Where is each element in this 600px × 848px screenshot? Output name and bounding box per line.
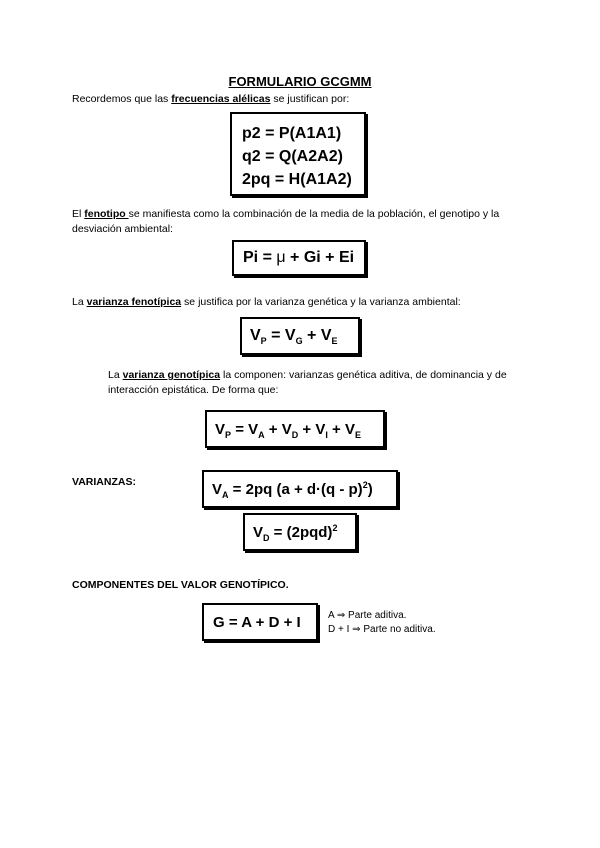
formula-part: + V	[327, 421, 355, 438]
page-title: FORMULARIO GCGMM	[228, 74, 372, 89]
term-phenotypic-variance: varianza fenotípica	[86, 296, 182, 308]
formula-part: = 2pq (a + d·(q - p)	[228, 481, 363, 498]
formula-box-genotypic-value: G = A + D + I	[202, 603, 318, 641]
formula-box-dominance-variance	[243, 513, 357, 551]
superscript: 2	[332, 523, 338, 533]
note-non-additive: D + I ⇒ Parte no aditiva.	[328, 624, 436, 635]
text: la componen: varianzas genética aditiva, de dominancia y de interacción epistática. De forma que:	[108, 369, 507, 396]
subscript: A	[222, 490, 229, 500]
term-allele-frequencies: frecuencias alélicas	[171, 93, 271, 105]
formula-line: p2 = P(A1A1)	[242, 125, 342, 142]
subscript: D	[263, 533, 270, 543]
formula-box-allele-frequencies	[230, 112, 366, 196]
formula-box-genotypic-variance	[205, 410, 385, 448]
text: El	[72, 208, 85, 220]
subscript: D	[291, 430, 299, 440]
formula-part: V	[215, 421, 226, 438]
formula-box-phenotypic-variance	[240, 317, 360, 355]
formula-part: V	[253, 524, 264, 541]
term-phenotype: fenotipo	[84, 208, 129, 220]
formula-part: + V	[264, 421, 292, 438]
term-genotypic-variance: varianza genotípica	[122, 369, 221, 381]
text: se justifica por la varianza genética y la varianza ambiental:	[181, 296, 461, 308]
text: La	[72, 296, 87, 308]
mu-symbol: μ	[276, 249, 286, 266]
text: Recordemos que las	[72, 93, 172, 105]
subscript: E	[331, 336, 338, 347]
formula-box-additive-variance	[202, 470, 398, 508]
subscript: A	[258, 430, 265, 440]
paragraph-allele-frequencies	[72, 92, 532, 107]
formula-line: 2pq = H(A1A2)	[242, 171, 352, 188]
formula-part: + V	[302, 327, 332, 344]
formula-box-phenotype	[232, 240, 366, 276]
subscript: P	[225, 430, 232, 440]
formula-part: + V	[298, 421, 326, 438]
subscript: I	[325, 430, 328, 440]
subscript: G	[295, 336, 303, 347]
formula-part: V	[250, 327, 261, 344]
formula-part: = V	[231, 421, 259, 438]
formula-part: = V	[266, 327, 296, 344]
component-notes	[328, 609, 436, 637]
varianzas-label: VARIANZAS:	[72, 476, 136, 488]
text: se justifican por:	[270, 93, 350, 105]
formula-line: q2 = Q(A2A2)	[242, 148, 343, 165]
subscript: P	[260, 336, 267, 347]
text: se manifiesta como la combinación de la media de la población, el genotipo y la desviación ambiental:	[72, 208, 500, 235]
paragraph-genotypic-variance	[108, 368, 528, 398]
paragraph-phenotype	[72, 207, 542, 237]
superscript: 2	[362, 480, 368, 490]
formula-part: Pi =	[243, 249, 277, 266]
formula-part: V	[212, 481, 223, 498]
paragraph-phenotypic-variance	[72, 295, 542, 310]
text: La	[108, 369, 123, 381]
note-additive: A ⇒ Parte aditiva.	[328, 610, 407, 621]
components-heading: COMPONENTES DEL VALOR GENOTÍPICO.	[72, 579, 289, 591]
formula-part: )	[367, 481, 373, 498]
subscript: E	[354, 430, 361, 440]
formula-part: = (2pqd)	[269, 524, 333, 541]
formula-part: + Gi + Ei	[285, 249, 355, 266]
